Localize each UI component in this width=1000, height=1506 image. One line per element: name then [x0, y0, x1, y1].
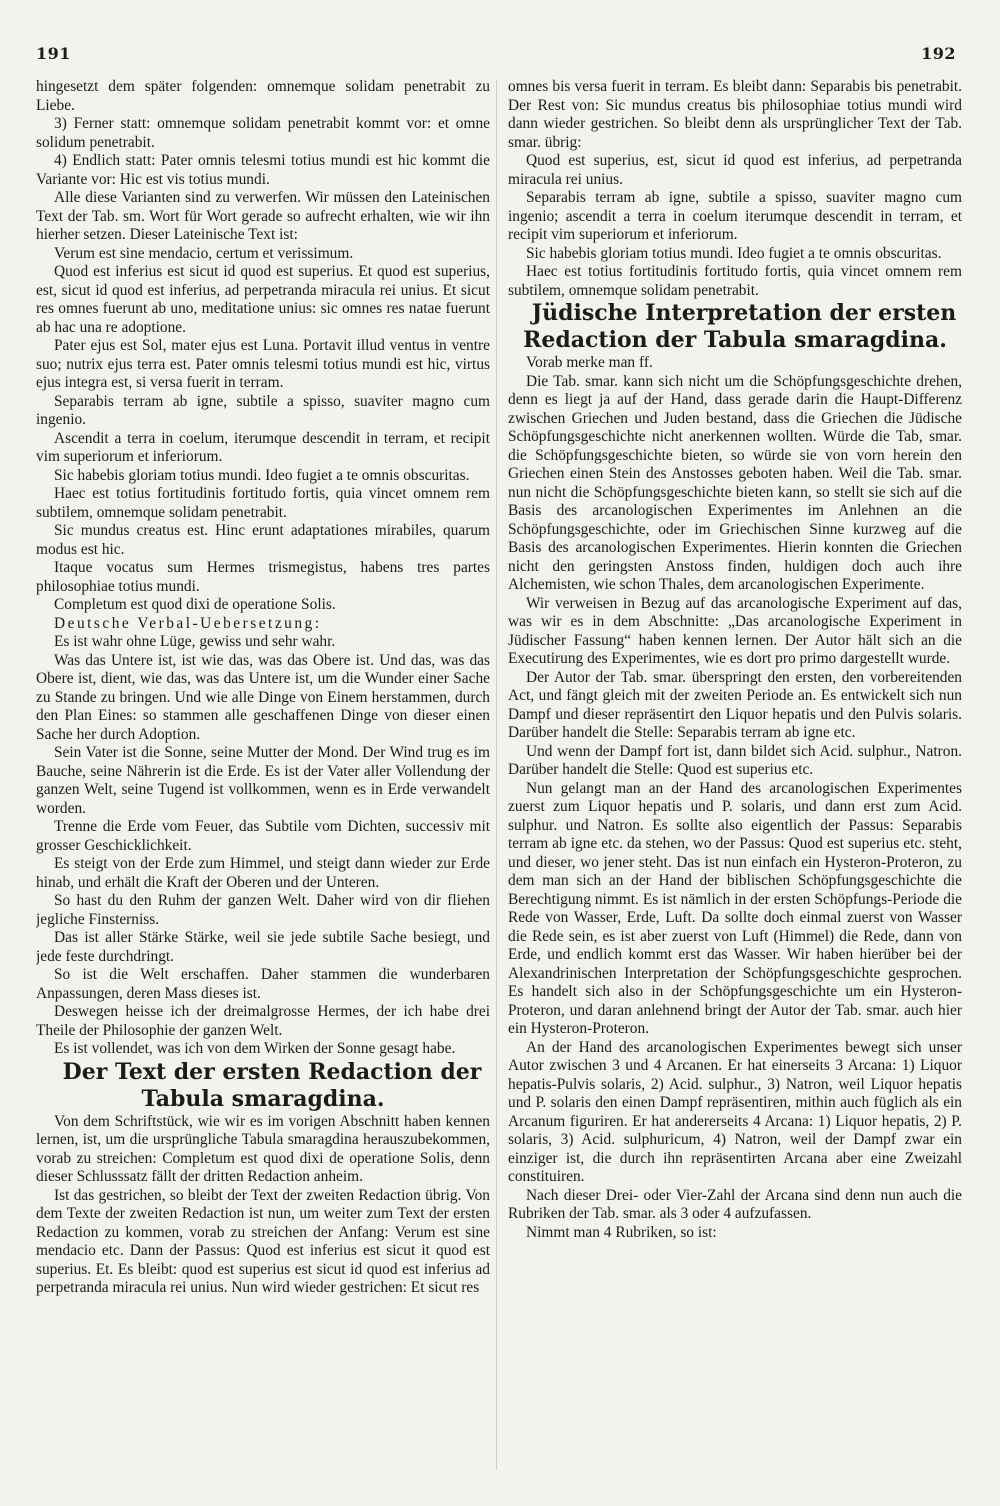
paragraph: Wir verweisen in Bezug auf das arcanologische Experiment auf das, was wir es in dem Abschnitte: „Das arcanologische Experiment in Jüdischer Fassung“ haben kennen lernen. Der Autor hält sich an die Executirung des Experimentes, wie es dort pro primo dargestellt wurde. [508, 594, 962, 667]
paragraph: hingesetzt dem später folgenden: omnemque solidam penetrabit zu Liebe. [36, 78, 490, 114]
paragraph: Sein Vater ist die Sonne, seine Mutter der Mond. Der Wind trug es im Bauche, seine Nährerin ist die Erde. Es ist der Vater aller Vollendung der ganzen Welt, seine Tugend ist vollkommen, wenn es in Erde verwandelt worden. [36, 744, 490, 817]
paragraph: An der Hand des arcanologischen Experimentes bewegt sich unser Autor zwischen 3 und 4 Arcanen. Er hat einerseits 3 Arcana: 1) Liquor hepatis-Pulvis solaris, 2) Acid. sulphur., 3) Natron, weil Liquor hepatis und P. solaris den einen Dampf repräsentiren, mithin auch füglich als ein Arcanum figuriren. Er hat andererseits 4 Arcana: 1) Liquor hepatis, 2) P. solaris, 3) Acid. sulphuricum, 4) Natron, weil der Dampf zwar ein einziger ist, die durch ihn repräsentirten Arcana aber eine Zweizahl constituiren. [508, 1038, 962, 1185]
paragraph: Sic habebis gloriam totius mundi. Ideo fugiet a te omnis obscuritas. [54, 466, 470, 484]
paragraph: Die Tab. smar. kann sich nicht um die Schöpfungsgeschichte drehen, denn es liegt ja auf der Hand, dass gerade darin die Haupt-Differenz zwischen Griechen und Juden bestand, dass die Griechen die Jüdische Schöpfungsgeschichte nicht anerkennen wollten. Würde die Tab, smar. die Schöpfungsgeschichte bieten, so würde sie von vorn herein den Griechen einen Stein des Anstosses geboten haben. Weil die Tab. smar. nun nicht die Schöpfungsgeschichte bieten kann, so stellt sie sich auf die Basis des arcanologischen Experimentes im Anlehnen an die Schöpfungsgeschichte, oder im Griechischen Sinne kurzweg auf die Basis des arcanologischen Experimentes. Hierin konnten die Griechen nicht den geringsten Anstoss finden, huldigen doch auch ihre Alchemisten, wie schon Thales, dem arcanologischen Experimente. [508, 372, 962, 593]
left-column [36, 78, 490, 1478]
paragraph: Das ist aller Stärke Stärke, weil sie jede subtile Sache besiegt, und jede feste durchdringt. [36, 929, 490, 965]
paragraph: Ist das gestrichen, so bleibt der Text der zweiten Redaction übrig. Von dem Texte der zweiten Redaction ist nun, um weiter zum Text der ersten Redaction zu kommen, vorab zu streichen der Anfang: Verum est sine mendacio etc. Dann der Passus: Quod est inferius est sicut it quod est superius. Et. Es bleibt: quod est superius est sicut id quod est inferius ad perpetranda miracula rei unius. Nun wird wieder gestrichen: Et sicut res [36, 1186, 490, 1296]
paragraph: Separabis terram ab igne, subtile a spisso, suaviter magno cum ingenio; ascendit a terra in coelum iterumque descendit in terram, et recipit vim superiorum et inferiorum. [508, 189, 962, 243]
subheading-translation: Deutsche Verbal-Uebersetzung: [54, 614, 322, 632]
paragraph: 3) Ferner statt: omnemque solidam penetrabit kommt vor: et omne solidum penetrabit. [36, 115, 490, 151]
section-heading: Jüdische Interpretation der ersten Redaction der Tabula smaragdina. [523, 300, 957, 353]
paragraph: Deswegen heisse ich der dreimalgrosse Hermes, der ich habe drei Theile der Philosophie der ganzen Welt. [36, 1003, 490, 1039]
column-gutter [496, 80, 497, 1470]
paragraph: Der Autor der Tab. smar. überspringt den ersten, den vorbereitenden Act, und fängt gleich mit der zweiten Periode an. Es entwickelt sich nun Dampf und dieser repräsentirt den Liquor hepatis und den Pulvis solaris. Darüber handelt die Stelle: Separabis terram ab igne etc. [508, 668, 962, 741]
paragraph: Quod est inferius est sicut id quod est superius. Et quod est superius, est, sicut id quod est inferius, ad perpetranda miracula rei unius. Et sicut res omnes fuerunt ab uno, meditatione unius: sic omnes res natae fuerunt ab hac una re adoptione. [36, 263, 490, 336]
paragraph: Haec est totius fortitudinis fortitudo fortis, quia vincet omnem rem subtilem, omnemque solidam penetrabit. [508, 263, 962, 299]
paragraph: Separabis terram ab igne, subtile a spisso, suaviter magno cum ingenio. [36, 392, 490, 428]
paragraph: Es ist vollendet, was ich von dem Wirken der Sonne gesagt habe. [54, 1040, 456, 1057]
paragraph: Trenne die Erde vom Feuer, das Subtile vom Dichten, successiv mit grosser Geschicklichkeit. [36, 818, 490, 854]
paragraph: So hast du den Ruhm der ganzen Welt. Daher wird von dir fliehen jegliche Finsterniss. [36, 892, 490, 928]
right-column [508, 78, 962, 1478]
paragraph: Haec est totius fortitudinis fortitudo fortis, quia vincet omnem rem subtilem, omnemque solidam penetrabit. [36, 485, 490, 521]
paragraph: Was das Untere ist, ist wie das, was das Obere ist. Und das, was das Obere ist, dient, wie das, was das Untere ist, um die Wunder einer Sache zu Stande zu bringen. Und wie alle Dinge von Einem herstammen, durch den Plan Eines: so stammen alle geschaffenen Dinge von dieser einen Sache her durch Adoption. [36, 651, 490, 743]
paragraph: Itaque vocatus sum Hermes trismegistus, habens tres partes philosophiae totius mundi. [36, 559, 490, 595]
paragraph: Nimmt man 4 Rubriken, so ist: [526, 1223, 717, 1241]
paragraph: Verum est sine mendacio, certum et verissimum. [54, 244, 354, 262]
paragraph: Pater ejus est Sol, mater ejus est Luna. Portavit illud ventus in ventre suo; nutrix ejus terra est. Pater omnis telesmi totius mundi est hic, virtus ejus integra est, si versa fuerit in terram. [36, 337, 490, 391]
paragraph: omnes bis versa fuerit in terram. Es bleibt dann: Separabis bis penetrabit. Der Rest von: Sic mundus creatus bis philosophiae totius mundi wird dann wieder gestrichen. So bleibt denn als ursprünglicher Text der Tab. smar. übrig: [508, 78, 962, 151]
page-number-left: 191 [36, 44, 71, 63]
paragraph: So ist die Welt erschaffen. Daher stammen die wunderbaren Anpassungen, deren Mass dieses ist. [36, 966, 490, 1002]
paragraph: Ascendit a terra in coelum, iterumque descendit in terram, et recipit vim superiorum et inferiorum. [36, 429, 490, 465]
section-heading: Der Text der ersten Redaction der Tabula smaragdina. [62, 1058, 482, 1112]
paragraph: Alle diese Varianten sind zu verwerfen. Wir müssen den Lateinischen Text der Tab. sm. Wort für Wort gerade so aufrecht erhalten, wie wir ihn hierher setzen. Dieser Lateinische Text ist: [36, 189, 490, 243]
paragraph: Quod est superius, est, sicut id quod est inferius, ad perpetranda miracula rei unius. [508, 152, 962, 188]
paragraph: 4) Endlich statt: Pater omnis telesmi totius mundi est hic kommt die Variante vor: Hic est vis totius mundi. [36, 152, 490, 188]
paragraph: Nach dieser Drei- oder Vier-Zahl der Arcana sind denn nun auch die Rubriken der Tab. smar. als 3 oder 4 aufzufassen. [508, 1186, 962, 1222]
paragraph: Sic mundus creatus est. Hinc erunt adaptationes mirabiles, quarum modus est hic. [36, 522, 490, 558]
paragraph: Es steigt von der Erde zum Himmel, und steigt dann wieder zur Erde hinab, und erhält die Kraft der Oberen und der Unteren. [36, 855, 490, 891]
paragraph: Es ist wahr ohne Lüge, gewiss und sehr wahr. [54, 633, 336, 650]
paragraph: Sic habebis gloriam totius mundi. Ideo fugiet a te omnis obscuritas. [526, 244, 942, 262]
page-number-right: 192 [921, 44, 956, 63]
paragraph: Und wenn der Dampf fort ist, dann bildet sich Acid. sulphur., Natron. Darüber handelt die Stelle: Quod est superius etc. [508, 742, 962, 778]
paragraph: Von dem Schriftstück, wie wir es im vorigen Abschnitt haben kennen lernen, ist, um die ursprüngliche Tabula smaragdina herauszubekommen, vorab zu streichen: Completum est quod dixi de operatione Solis, denn dieser Schlusssatz fällt der dritten Redaction anheim. [36, 1112, 490, 1185]
paragraph: Nun gelangt man an der Hand des arcanologischen Experimentes zuerst zum Liquor hepatis und P. solaris, und dann erst zum Acid. sulphur. und Natron. Es sollte also eigentlich der Passus: Separabis terram ab igne etc. da stehen, wo der Passus: Quod est superius etc. steht, und dieser, wo jener steht. Das ist nun einfach ein Hysteron-Proteron, zu dem man sich an der Hand der biblischen Schöpfungsgeschichte die Berechtigung nimmt. Es ist nämlich in der ersten Schöpfungs-Periode die Rede von Wasser, Erde, Luft. Da sollte doch einmal zuerst von Wasser die Rede sein, es ist aber zuerst von Luft (Himmel) die Rede, dann von Erde, und endlich kommt erst das Wasser. Wir haben hierüber bei der Alexandrinischen Interpretation der Schöpfungsgeschichte gesprochen. Es handelt sich also in der Schöpfungsgeschichte um ein Hysteron-Proteron, und daran anlehnend bringt der Autor der Tab. smar. auch hier ein Hysteron-Proteron. [508, 779, 962, 1037]
paragraph: Completum est quod dixi de operatione Solis. [54, 596, 336, 613]
paragraph: Vorab merke man ff. [526, 354, 653, 371]
